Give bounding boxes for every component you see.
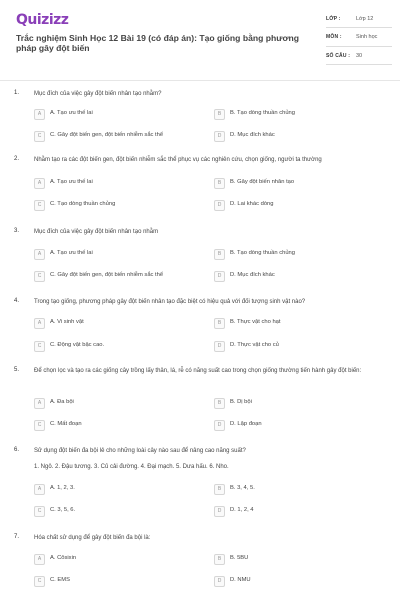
option-badge: A: [34, 554, 45, 565]
question-text: Nhằm tạo ra các đột biến gen, đột biến nhiễm sắc thể phục vụ các nghiên cứu, chọn giống, người ta thường: [34, 157, 322, 163]
option-text: A. Tạo ưu thế lai: [50, 179, 93, 185]
option-text: B. 5BU: [230, 555, 249, 561]
option-text: C. Gây đột biến gen, đột biến nhiễm sắc thể: [50, 132, 164, 138]
question-text: Trong tạo giống, phương pháp gây đột biến nhân tạo đặc biệt có hiệu quả với đối tượng sinh vật nào?: [34, 299, 306, 305]
worksheet-header: [0, 0, 400, 81]
meta-label: SỐ CÂU :: [326, 52, 351, 59]
option-badge: B: [214, 554, 225, 565]
option-text: B. Gây đột biến nhân tạo: [230, 179, 295, 185]
option-badge: C: [34, 271, 45, 282]
question-text: Mục đích của việc gây đột biến nhân tạo nhằm?: [34, 91, 162, 97]
question-extra-text: 1. Ngô. 2. Đậu tương. 3. Củ cải đường. 4. Đại mạch. 5. Dưa hấu. 6. Nho.: [34, 464, 229, 470]
option-text: D. Lặp đoạn: [230, 421, 262, 427]
option-badge: C: [34, 576, 45, 587]
meta-row-count: [326, 51, 392, 65]
option-text: B. 3, 4, 5.: [230, 485, 255, 491]
option-text: C. EMS: [50, 577, 70, 583]
option-badge: A: [34, 178, 45, 189]
option-text: D. Thực vật cho củ: [230, 342, 279, 348]
option-text: D. Lai khác dòng: [230, 201, 274, 207]
option-text: A. Côsixin: [50, 555, 77, 561]
option-badge: B: [214, 178, 225, 189]
option-text: A. Tạo ưu thế lai: [50, 110, 93, 116]
option-badge: A: [34, 398, 45, 409]
question-number: 4.: [14, 298, 20, 304]
question-number: 1.: [14, 90, 20, 96]
meta-label: MÔN :: [326, 34, 342, 41]
option-badge: C: [34, 200, 45, 211]
question-text: Mục đích của việc gây đột biến nhân tạo nhằm: [34, 229, 159, 235]
option-badge: D: [214, 341, 225, 352]
meta-value: Sinh học: [356, 34, 378, 41]
question-text: Sử dụng đột biến đa bội lẻ cho những loài cây nào sau để nâng cao năng suất?: [34, 448, 246, 454]
option-badge: A: [34, 109, 45, 120]
option-text: B. Tạo dòng thuần chủng: [230, 110, 295, 116]
option-text: A. 1, 2, 3.: [50, 485, 75, 491]
meta-row-subject: [326, 32, 392, 46]
quizizz-logo: Quizizz: [16, 12, 69, 28]
option-badge: B: [214, 249, 225, 260]
option-badge: D: [214, 131, 225, 142]
question-number: 7.: [14, 534, 20, 540]
option-badge: D: [214, 271, 225, 282]
option-badge: A: [34, 249, 45, 260]
option-text: C. Gây đột biến gen, đột biến nhiễm sắc thể: [50, 272, 164, 278]
option-badge: D: [214, 576, 225, 587]
meta-panel: [326, 14, 392, 69]
option-text: B. Thực vật cho hạt: [230, 319, 281, 325]
option-badge: B: [214, 398, 225, 409]
option-badge: A: [34, 484, 45, 495]
option-text: C. Mất đoạn: [50, 421, 82, 427]
meta-label: LỚP :: [326, 16, 341, 22]
question-text: Hóa chất sử dụng để gây đột biến đa bội là:: [34, 535, 151, 541]
option-badge: C: [34, 131, 45, 142]
option-badge: D: [214, 200, 225, 211]
option-badge: C: [34, 420, 45, 431]
option-badge: B: [214, 484, 225, 495]
option-badge: C: [34, 506, 45, 517]
option-text: D. Mục đích khác: [230, 132, 275, 138]
option-text: D. 1, 2, 4: [230, 507, 254, 513]
option-text: C. 3, 5, 6.: [50, 507, 76, 513]
option-text: A. Vi sinh vật: [50, 319, 84, 325]
meta-value: Lớp 12: [356, 16, 374, 22]
meta-value: 30: [356, 52, 363, 59]
meta-row-class: [326, 14, 392, 28]
option-text: C. Động vật bậc cao.: [50, 342, 105, 348]
option-badge: A: [34, 318, 45, 329]
option-badge: D: [214, 506, 225, 517]
option-badge: B: [214, 109, 225, 120]
question-number: 3.: [14, 228, 20, 234]
question-number: 5.: [14, 367, 20, 373]
question-number: 2.: [14, 156, 20, 162]
option-text: C. Tạo dòng thuần chủng: [50, 201, 116, 207]
option-text: D. Mục đích khác: [230, 272, 275, 278]
question-text: Để chọn lọc và tạo ra các giống cây trồng lấy thân, lá, rễ có năng suất cao trong chọn giống thường tiến hành gây đột biến:: [34, 368, 362, 374]
page-title: Trắc nghiệm Sinh Học 12 Bài 19 (có đáp án): Tạo giống bằng phương pháp gây đột biến: [16, 33, 300, 54]
option-badge: D: [214, 420, 225, 431]
option-badge: C: [34, 341, 45, 352]
question-number: 6.: [14, 447, 20, 453]
option-text: B. Tạo dòng thuần chủng: [230, 250, 295, 256]
option-text: D. NMU: [230, 577, 251, 583]
option-text: A. Đa bội: [50, 399, 74, 405]
option-badge: B: [214, 318, 225, 329]
option-text: B. Dị bội: [230, 399, 252, 405]
option-text: A. Tạo ưu thế lai: [50, 250, 93, 256]
